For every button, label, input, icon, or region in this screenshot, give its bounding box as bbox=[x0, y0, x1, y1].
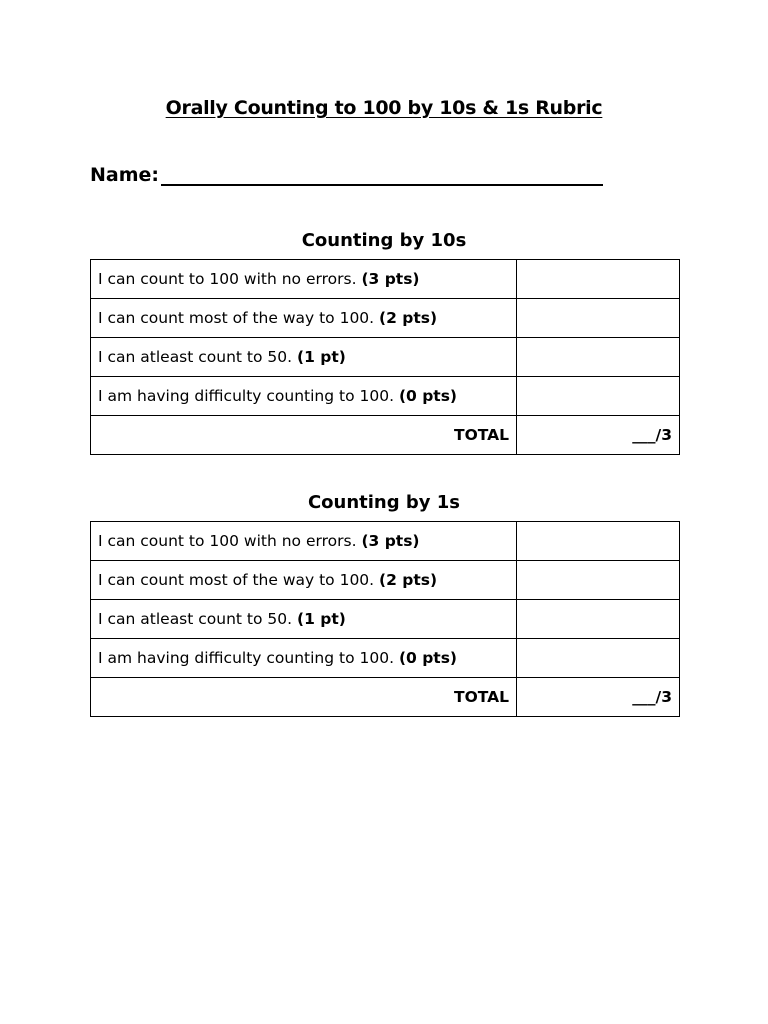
criterion-cell bbox=[91, 338, 517, 377]
criterion-text: I can atleast count to 50. bbox=[98, 348, 293, 366]
name-blank-line[interactable] bbox=[161, 164, 603, 186]
criterion-cell bbox=[91, 299, 517, 338]
total-label: TOTAL bbox=[91, 678, 517, 717]
table-row bbox=[91, 522, 680, 561]
table-row bbox=[91, 561, 680, 600]
score-cell[interactable] bbox=[517, 522, 680, 561]
score-cell[interactable] bbox=[517, 600, 680, 639]
score-cell[interactable] bbox=[517, 639, 680, 678]
total-row bbox=[91, 416, 680, 455]
table-row bbox=[91, 338, 680, 377]
criterion-points: (0 pts) bbox=[398, 649, 458, 667]
score-cell[interactable] bbox=[517, 260, 680, 299]
rubric-table-10s bbox=[90, 259, 680, 455]
criterion-cell bbox=[91, 561, 517, 600]
criterion-text: I can count most of the way to 100. bbox=[98, 309, 375, 327]
score-cell[interactable] bbox=[517, 338, 680, 377]
criterion-points: (2 pts) bbox=[379, 309, 438, 327]
name-label: Name: bbox=[90, 164, 160, 186]
section-heading-1s: Counting by 1s bbox=[307, 492, 461, 513]
table-row bbox=[91, 639, 680, 678]
score-cell[interactable] bbox=[517, 561, 680, 600]
criterion-cell bbox=[91, 377, 517, 416]
criterion-cell bbox=[91, 639, 517, 678]
total-score[interactable]: ___/3 bbox=[517, 416, 680, 455]
criterion-text: I am having difficulty counting to 100. bbox=[98, 387, 394, 405]
section-heading-10s: Counting by 10s bbox=[301, 230, 467, 251]
criterion-cell bbox=[91, 522, 517, 561]
total-label: TOTAL bbox=[91, 416, 517, 455]
rubric-table-1s bbox=[90, 521, 680, 717]
table-row bbox=[91, 260, 680, 299]
criterion-points: (1 pt) bbox=[297, 610, 346, 628]
score-cell[interactable] bbox=[517, 377, 680, 416]
page-title: Orally Counting to 100 by 10s & 1s Rubric bbox=[165, 97, 603, 119]
criterion-text: I can count to 100 with no errors. bbox=[98, 532, 357, 550]
name-field bbox=[90, 164, 603, 186]
criterion-text: I can atleast count to 50. bbox=[98, 610, 293, 628]
score-cell[interactable] bbox=[517, 299, 680, 338]
criterion-cell bbox=[91, 260, 517, 299]
total-score[interactable]: ___/3 bbox=[517, 678, 680, 717]
table-row bbox=[91, 600, 680, 639]
criterion-text: I can count most of the way to 100. bbox=[98, 571, 375, 589]
criterion-text: I can count to 100 with no errors. bbox=[98, 270, 357, 288]
criterion-points: (3 pts) bbox=[361, 270, 420, 288]
criterion-cell bbox=[91, 600, 517, 639]
criterion-points: (1 pt) bbox=[297, 348, 346, 366]
table-row bbox=[91, 377, 680, 416]
criterion-points: (0 pts) bbox=[398, 387, 458, 405]
table-row bbox=[91, 299, 680, 338]
criterion-points: (3 pts) bbox=[361, 532, 420, 550]
criterion-points: (2 pts) bbox=[379, 571, 438, 589]
criterion-text: I am having difficulty counting to 100. bbox=[98, 649, 394, 667]
total-row bbox=[91, 678, 680, 717]
